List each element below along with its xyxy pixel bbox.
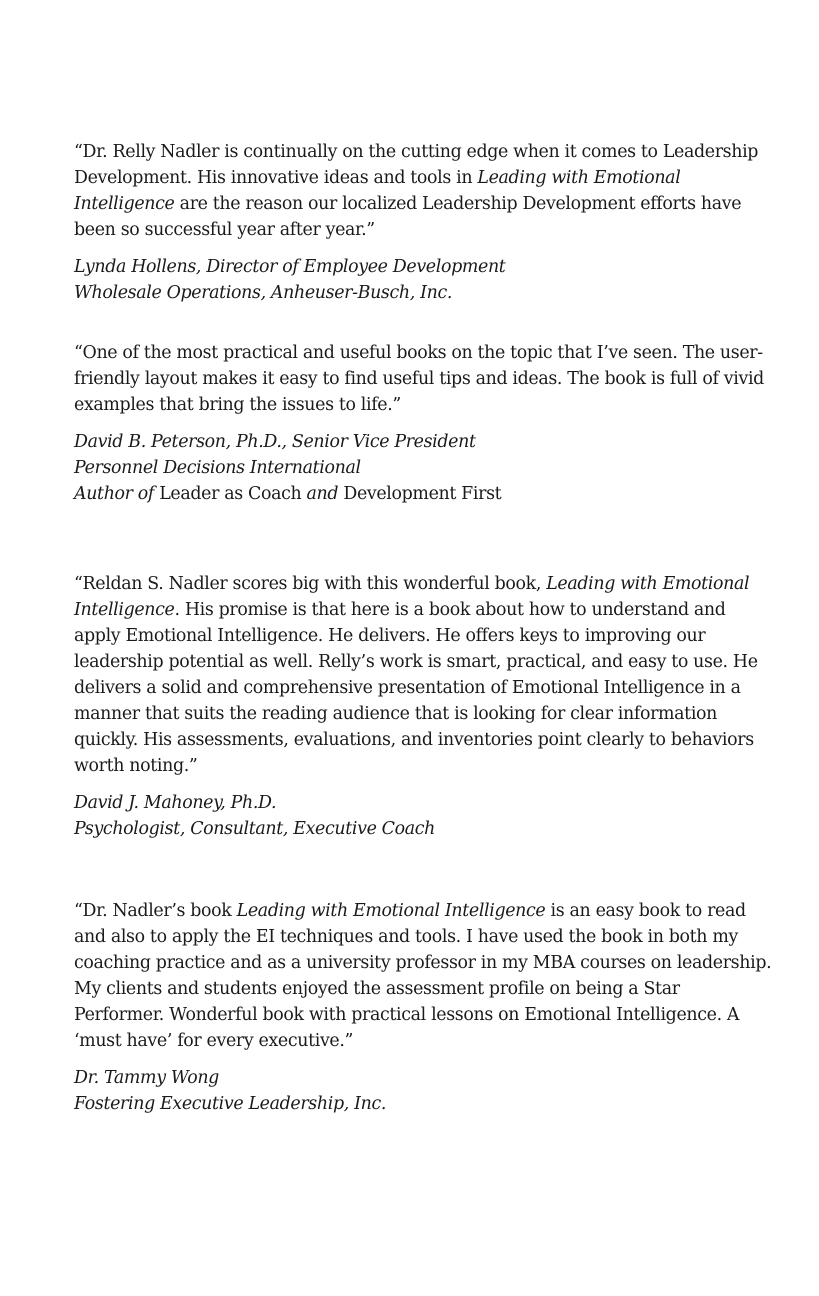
quote-text: “Dr. Nadler’s book [74,901,237,921]
attribution-organization: Psychologist, Consultant, Executive Coach [74,819,436,839]
author-conjunction: and [301,484,344,504]
quote-text: is an easy book to read and also to apply the EI techniques and tools. I have used the book in both my coaching practice and as a university professor in my MBA courses on leadership. My clients and students enjoyed the assessment profile on being a Star Performer. Wonderful book with practical lessons on Emotional Intelligence. A ‘must have’ for every executive.” [74,901,772,1051]
quote-text: are the reason our localized Leadership Development efforts have been so successful year after year.” [74,194,742,240]
testimonial-attribution [74,790,774,842]
attribution-name: Lynda Hollens, Director of Employee Development [74,257,506,277]
author-prefix: Author of [74,484,160,504]
book-title: Leading with Emotional Intelligence [74,574,750,620]
book-title: Leading with Emotional Intelligence [236,901,546,921]
quote-text: . His promise is that here is a book about how to understand and apply Emotional Intelligence. He delivers. He offers keys to improving our leadership potential as well. Relly’s work is smart, practical, and easy to use. He delivers a solid and comprehensive presentation of Emotional Intelligence in a manner that suits the reading audience that is looking for clear information quickly. His assessments, evaluations, and inventories point clearly to behaviors worth noting.” [74,600,758,776]
testimonial-4 [74,898,774,1117]
testimonial-quote [74,139,774,243]
testimonial-1 [74,139,774,340]
book-title: Leader as Coach [159,484,302,504]
testimonial-2 [74,340,774,571]
attribution-organization: Wholesale Operations, Anheuser-Busch, Inc. [74,283,453,303]
attribution-author-line [74,481,774,507]
attribution-name: Dr. Tammy Wong [74,1068,219,1088]
quote-text: “Dr. Relly Nadler is continually on the cutting edge when it comes to Leadership Development. His innovative ideas and tools in [74,142,759,188]
book-title: Development First [343,484,502,504]
attribution-organization: Fostering Executive Leadership, Inc. [74,1094,387,1114]
testimonial-attribution [74,254,774,306]
testimonial-attribution [74,1065,774,1117]
quote-text: “One of the most practical and useful books on the topic that I’ve seen. The user-friendly layout makes it easy to find useful tips and ideas. The book is full of vivid examples that bring the issues to life.” [74,343,764,415]
testimonial-quote [74,340,774,418]
testimonials-page [74,139,774,1117]
testimonial-attribution [74,429,774,507]
testimonial-quote [74,571,774,779]
attribution-organization: Personnel Decisions International [74,458,361,478]
testimonial-quote [74,898,774,1054]
quote-text: “Reldan S. Nadler scores big with this wonderful book, [74,574,547,594]
attribution-name: David B. Peterson, Ph.D., Senior Vice President [74,432,476,452]
testimonial-3 [74,571,774,898]
book-title: Leading with Emotional Intelligence [74,168,681,214]
attribution-name: David J. Mahoney, Ph.D. [74,793,277,813]
